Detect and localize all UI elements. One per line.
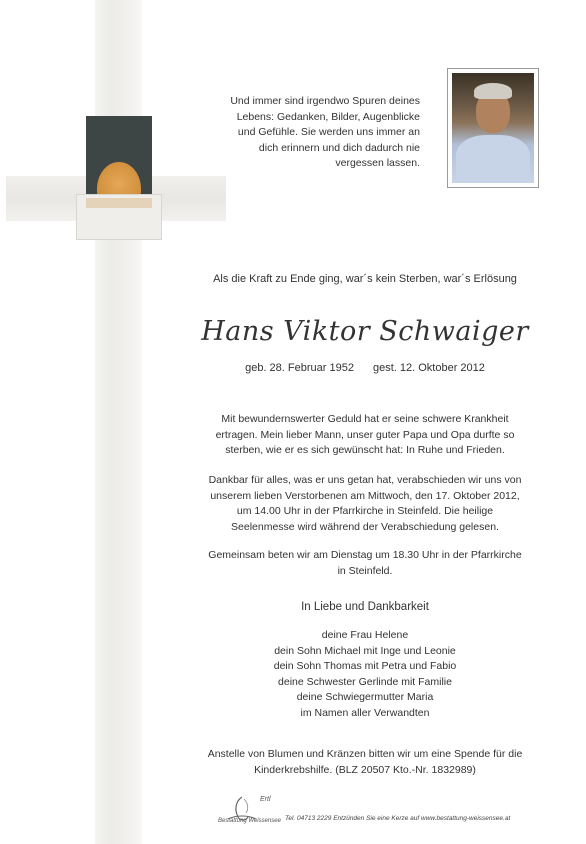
life-dates bbox=[150, 361, 580, 377]
paragraph-farewell bbox=[180, 473, 550, 535]
paragraph-prayer bbox=[180, 548, 550, 579]
quote-line: und Gefühle. Sie werden uns immer an bbox=[237, 126, 420, 138]
paragraph-line: um 14.00 Uhr in der Pfarrkirche in Steinfeld. Die heilige bbox=[236, 505, 494, 517]
logo-subtitle: Bestattung Weissensee bbox=[218, 818, 281, 824]
candle-emblem-icon bbox=[76, 116, 162, 240]
paragraph-line: Dankbar für alles, was er uns getan hat, verabschieden wir uns von bbox=[208, 474, 522, 486]
paragraph-illness bbox=[180, 412, 550, 459]
family-list bbox=[180, 628, 550, 721]
closing-phrase: In Liebe und Dankbarkeit bbox=[301, 601, 429, 613]
family-member: deine Frau Helene bbox=[321, 629, 409, 641]
paragraph-line: ertragen. Mein lieber Mann, unser guter Papa und Opa durfte so bbox=[215, 428, 515, 441]
quote-line: Lebens: Gedanken, Bilder, Augenblicke bbox=[236, 110, 420, 123]
motto-text: Als die Kraft zu Ende ging, war´s kein Sterben, war´s Erlösung bbox=[213, 273, 517, 285]
paragraph-line: unserem lieben Verstorbenen am Mittwoch, den 17. Oktober 2012, bbox=[210, 489, 520, 502]
family-member: im Namen aller Verwandten bbox=[300, 706, 430, 719]
family-member: deine Schwiegermutter Maria bbox=[296, 691, 434, 703]
family-member: deine Schwester Gerlinde mit Familie bbox=[278, 675, 452, 688]
quote-line: vergessen lassen. bbox=[335, 157, 420, 169]
family-member: dein Sohn Thomas mit Petra und Fabio bbox=[273, 660, 457, 672]
memorial-quote bbox=[200, 94, 420, 172]
paragraph-line: Seelenmesse wird während der Verabschiedung gelesen. bbox=[231, 520, 499, 533]
birth-date: geb. 28. Februar 1952 bbox=[245, 362, 354, 374]
paragraph-line: Gemeinsam beten wir am Dienstag um 18.30 Uhr in der Pfarrkirche bbox=[208, 549, 522, 561]
quote-line: dich erinnern und dich dadurch nie bbox=[258, 141, 420, 154]
donation-note bbox=[180, 747, 550, 778]
paragraph-line: in Steinfeld. bbox=[337, 564, 393, 577]
logo-name: Ertl bbox=[260, 796, 271, 803]
paragraph-line: Mit bewundernswerter Geduld hat er seine schwere Krankheit bbox=[221, 413, 509, 425]
portrait-photo bbox=[447, 68, 539, 188]
death-date: gest. 12. Oktober 2012 bbox=[373, 362, 485, 374]
quote-line: Und immer sind irgendwo Spuren deines bbox=[230, 95, 420, 107]
deceased-name: Hans Viktor Schwaiger bbox=[201, 316, 529, 347]
donation-line: Kinderkrebshilfe. (BLZ 20507 Kto.-Nr. 1832989) bbox=[254, 763, 476, 776]
family-member: dein Sohn Michael mit Inge und Leonie bbox=[274, 644, 456, 657]
paragraph-line: sterben, wie er es sich gewünscht hat: In Ruhe und Frieden. bbox=[225, 444, 505, 456]
footer-contact[interactable]: Tel. 04713 2229 Entzünden Sie eine Kerze auf www.bestattung-weissensee.at bbox=[285, 815, 511, 822]
donation-line: Anstelle von Blumen und Kränzen bitten wir um eine Spende für die bbox=[207, 748, 523, 760]
